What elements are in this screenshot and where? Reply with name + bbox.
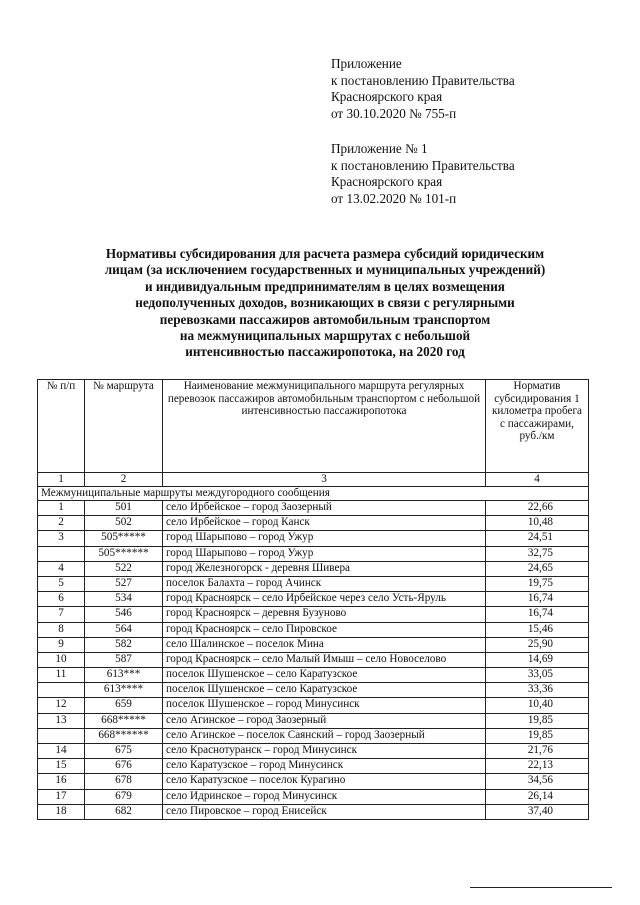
table-row <box>38 576 589 591</box>
norm-value-cell: 19,85 <box>486 728 589 743</box>
route-number-cell: 613*** <box>85 668 163 683</box>
route-name-cell: село Каратузское – поселок Курагино <box>163 774 486 789</box>
appendix-1-line: Приложение № 1 <box>331 141 428 156</box>
table-row <box>38 531 589 546</box>
route-name-cell: город Красноярск – село Ирбейское через село Усть-Яруль <box>163 592 486 607</box>
route-name-cell: село Пировское – город Енисейск <box>163 804 486 819</box>
row-number-cell <box>38 546 85 561</box>
table-row <box>38 698 589 713</box>
route-number-cell: 676 <box>85 759 163 774</box>
header-name: Наименование межмуниципального маршрута регулярных перевозок пассажиров автомобильным транспортом с небольшой интенсивностью пассажиропотока <box>163 380 486 473</box>
row-number-cell: 17 <box>38 789 85 804</box>
table-row <box>38 683 589 698</box>
row-number-cell: 3 <box>38 531 85 546</box>
table-row <box>38 804 589 819</box>
title-line: на межмуниципальных маршрутах с небольшой <box>179 328 471 344</box>
route-number-cell: 534 <box>85 592 163 607</box>
route-number-cell: 546 <box>85 607 163 622</box>
row-number-cell: 6 <box>38 592 85 607</box>
route-name-cell: село Шалинское – поселок Мина <box>163 637 486 652</box>
row-number-cell: 1 <box>38 501 85 516</box>
row-number-cell: 9 <box>38 637 85 652</box>
route-name-cell: село Агинское – поселок Саянский – город Заозерный <box>163 728 486 743</box>
route-name-cell: город Шарыпово – город Ужур <box>163 531 486 546</box>
row-number-cell: 12 <box>38 698 85 713</box>
norm-value-cell: 19,85 <box>486 713 589 728</box>
table-header-row <box>38 380 589 473</box>
row-number-cell: 2 <box>38 516 85 531</box>
appendix-line: Приложение <box>331 56 402 71</box>
table-row <box>38 622 589 637</box>
norm-value-cell: 37,40 <box>486 804 589 819</box>
route-number-cell: 582 <box>85 637 163 652</box>
norm-value-cell: 16,74 <box>486 592 589 607</box>
norm-value-cell: 22,13 <box>486 759 589 774</box>
row-number-cell: 16 <box>38 774 85 789</box>
norm-value-cell: 26,14 <box>486 789 589 804</box>
route-number-cell: 613**** <box>85 683 163 698</box>
table-row <box>38 744 589 759</box>
column-index-row <box>38 473 589 487</box>
route-number-cell: 682 <box>85 804 163 819</box>
table-row <box>38 774 589 789</box>
route-name-cell: город Шарыпово – город Ужур <box>163 546 486 561</box>
norm-value-cell: 15,46 <box>486 622 589 637</box>
row-number-cell <box>38 683 85 698</box>
appendix-line: от 30.10.2020 № 755-п <box>331 105 457 121</box>
norm-value-cell: 16,74 <box>486 607 589 622</box>
header-norm: Норматив субсидирования 1 километра пробега с пассажирами, руб./км <box>486 380 589 473</box>
route-name-cell: село Агинское – город Заозерный <box>163 713 486 728</box>
route-number-cell: 675 <box>85 744 163 759</box>
column-index: 2 <box>85 473 163 487</box>
table-row <box>38 759 589 774</box>
route-name-cell: поселок Балахта – город Ачинск <box>163 576 486 591</box>
row-number-cell: 13 <box>38 713 85 728</box>
row-number-cell: 15 <box>38 759 85 774</box>
route-number-cell: 679 <box>85 789 163 804</box>
table-row <box>38 713 589 728</box>
table-row <box>38 592 589 607</box>
route-number-cell: 502 <box>85 516 163 531</box>
appendix-1-block <box>331 141 515 207</box>
appendix-1-line: от 13.02.2020 № 101-п <box>331 190 457 206</box>
row-number-cell <box>38 728 85 743</box>
route-name-cell: поселок Шушенское – село Каратузское <box>163 668 486 683</box>
title-line: Нормативы субсидирования для расчета размера субсидий юридическим <box>105 246 545 261</box>
table-row <box>38 561 589 576</box>
table-row <box>38 546 589 561</box>
table-row <box>38 637 589 652</box>
norm-value-cell: 24,51 <box>486 531 589 546</box>
route-number-cell: 522 <box>85 561 163 576</box>
route-number-cell: 668****** <box>85 728 163 743</box>
route-name-cell: город Красноярск – деревня Бузуново <box>163 607 486 622</box>
table-row <box>38 501 589 516</box>
appendix-line: к постановлению Правительства <box>331 72 515 88</box>
table-row <box>38 728 589 743</box>
norm-value-cell: 19,75 <box>486 576 589 591</box>
route-name-cell: город Железногорск - деревня Шивера <box>163 561 486 576</box>
route-number-cell: 505****** <box>85 546 163 561</box>
norm-value-cell: 32,75 <box>486 546 589 561</box>
column-index: 3 <box>163 473 486 487</box>
norm-value-cell: 25,90 <box>486 637 589 652</box>
row-number-cell: 10 <box>38 652 85 667</box>
header-num: № п/п <box>38 380 85 473</box>
route-number-cell: 659 <box>85 698 163 713</box>
appendix-1-line: Красноярского края <box>331 174 443 190</box>
route-number-cell: 678 <box>85 774 163 789</box>
route-name-cell: село Краснотуранск – город Минусинск <box>163 744 486 759</box>
route-number-cell: 668***** <box>85 713 163 728</box>
row-number-cell: 11 <box>38 668 85 683</box>
appendix-line: Красноярского края <box>331 89 443 105</box>
row-number-cell: 7 <box>38 607 85 622</box>
title-line: интенсивностью пассажиропотока, на 2020 год <box>185 344 465 360</box>
row-number-cell: 14 <box>38 744 85 759</box>
route-number-cell: 501 <box>85 501 163 516</box>
route-name-cell: поселок Шушенское – село Каратузское <box>163 683 486 698</box>
route-name-cell: село Каратузское – город Минусинск <box>163 759 486 774</box>
route-name-cell: город Красноярск – село Пировское <box>163 622 486 637</box>
table-row <box>38 789 589 804</box>
norm-value-cell: 22,66 <box>486 501 589 516</box>
title-line: недополученных доходов, возникающих в связи с регулярными <box>135 295 515 311</box>
norm-value-cell: 10,40 <box>486 698 589 713</box>
header-route: № маршрута <box>85 380 163 473</box>
norm-value-cell: 33,36 <box>486 683 589 698</box>
route-name-cell: село Идринское – город Минусинск <box>163 789 486 804</box>
row-number-cell: 8 <box>38 622 85 637</box>
route-number-cell: 587 <box>85 652 163 667</box>
table-row <box>38 516 589 531</box>
appendix-block <box>331 56 515 122</box>
route-number-cell: 527 <box>85 576 163 591</box>
row-number-cell: 18 <box>38 804 85 819</box>
section-title: Межмуниципальные маршруты междугородного сообщения <box>38 487 589 501</box>
table-row <box>38 607 589 622</box>
appendix-1-line: к постановлению Правительства <box>331 157 515 173</box>
title-line: перевозками пассажиров автомобильным транспортом <box>159 311 491 327</box>
title-line: и индивидуальным предпринимателям в целях возмещения <box>145 278 505 294</box>
norm-value-cell: 24,65 <box>486 561 589 576</box>
document-title <box>40 246 610 361</box>
route-name-cell: поселок Шушенское – город Минусинск <box>163 698 486 713</box>
section-row <box>38 487 589 501</box>
row-number-cell: 5 <box>38 576 85 591</box>
norm-value-cell: 10,48 <box>486 516 589 531</box>
route-number-cell: 564 <box>85 622 163 637</box>
norm-value-cell: 21,76 <box>486 744 589 759</box>
table-row <box>38 652 589 667</box>
column-index: 1 <box>38 473 85 487</box>
route-name-cell: село Ирбейское – город Канск <box>163 516 486 531</box>
norm-value-cell: 34,56 <box>486 774 589 789</box>
route-name-cell: село Ирбейское – город Заозерный <box>163 501 486 516</box>
route-name-cell: город Красноярск – село Малый Имыш – село Новоселово <box>163 652 486 667</box>
norm-value-cell: 14,69 <box>486 652 589 667</box>
table-row <box>38 668 589 683</box>
column-index: 4 <box>486 473 589 487</box>
norms-table <box>37 379 589 820</box>
title-line: лицам (за исключением государственных и муниципальных учреждений) <box>104 262 546 278</box>
route-number-cell: 505***** <box>85 531 163 546</box>
footer-divider <box>470 887 612 888</box>
row-number-cell: 4 <box>38 561 85 576</box>
norm-value-cell: 33,05 <box>486 668 589 683</box>
